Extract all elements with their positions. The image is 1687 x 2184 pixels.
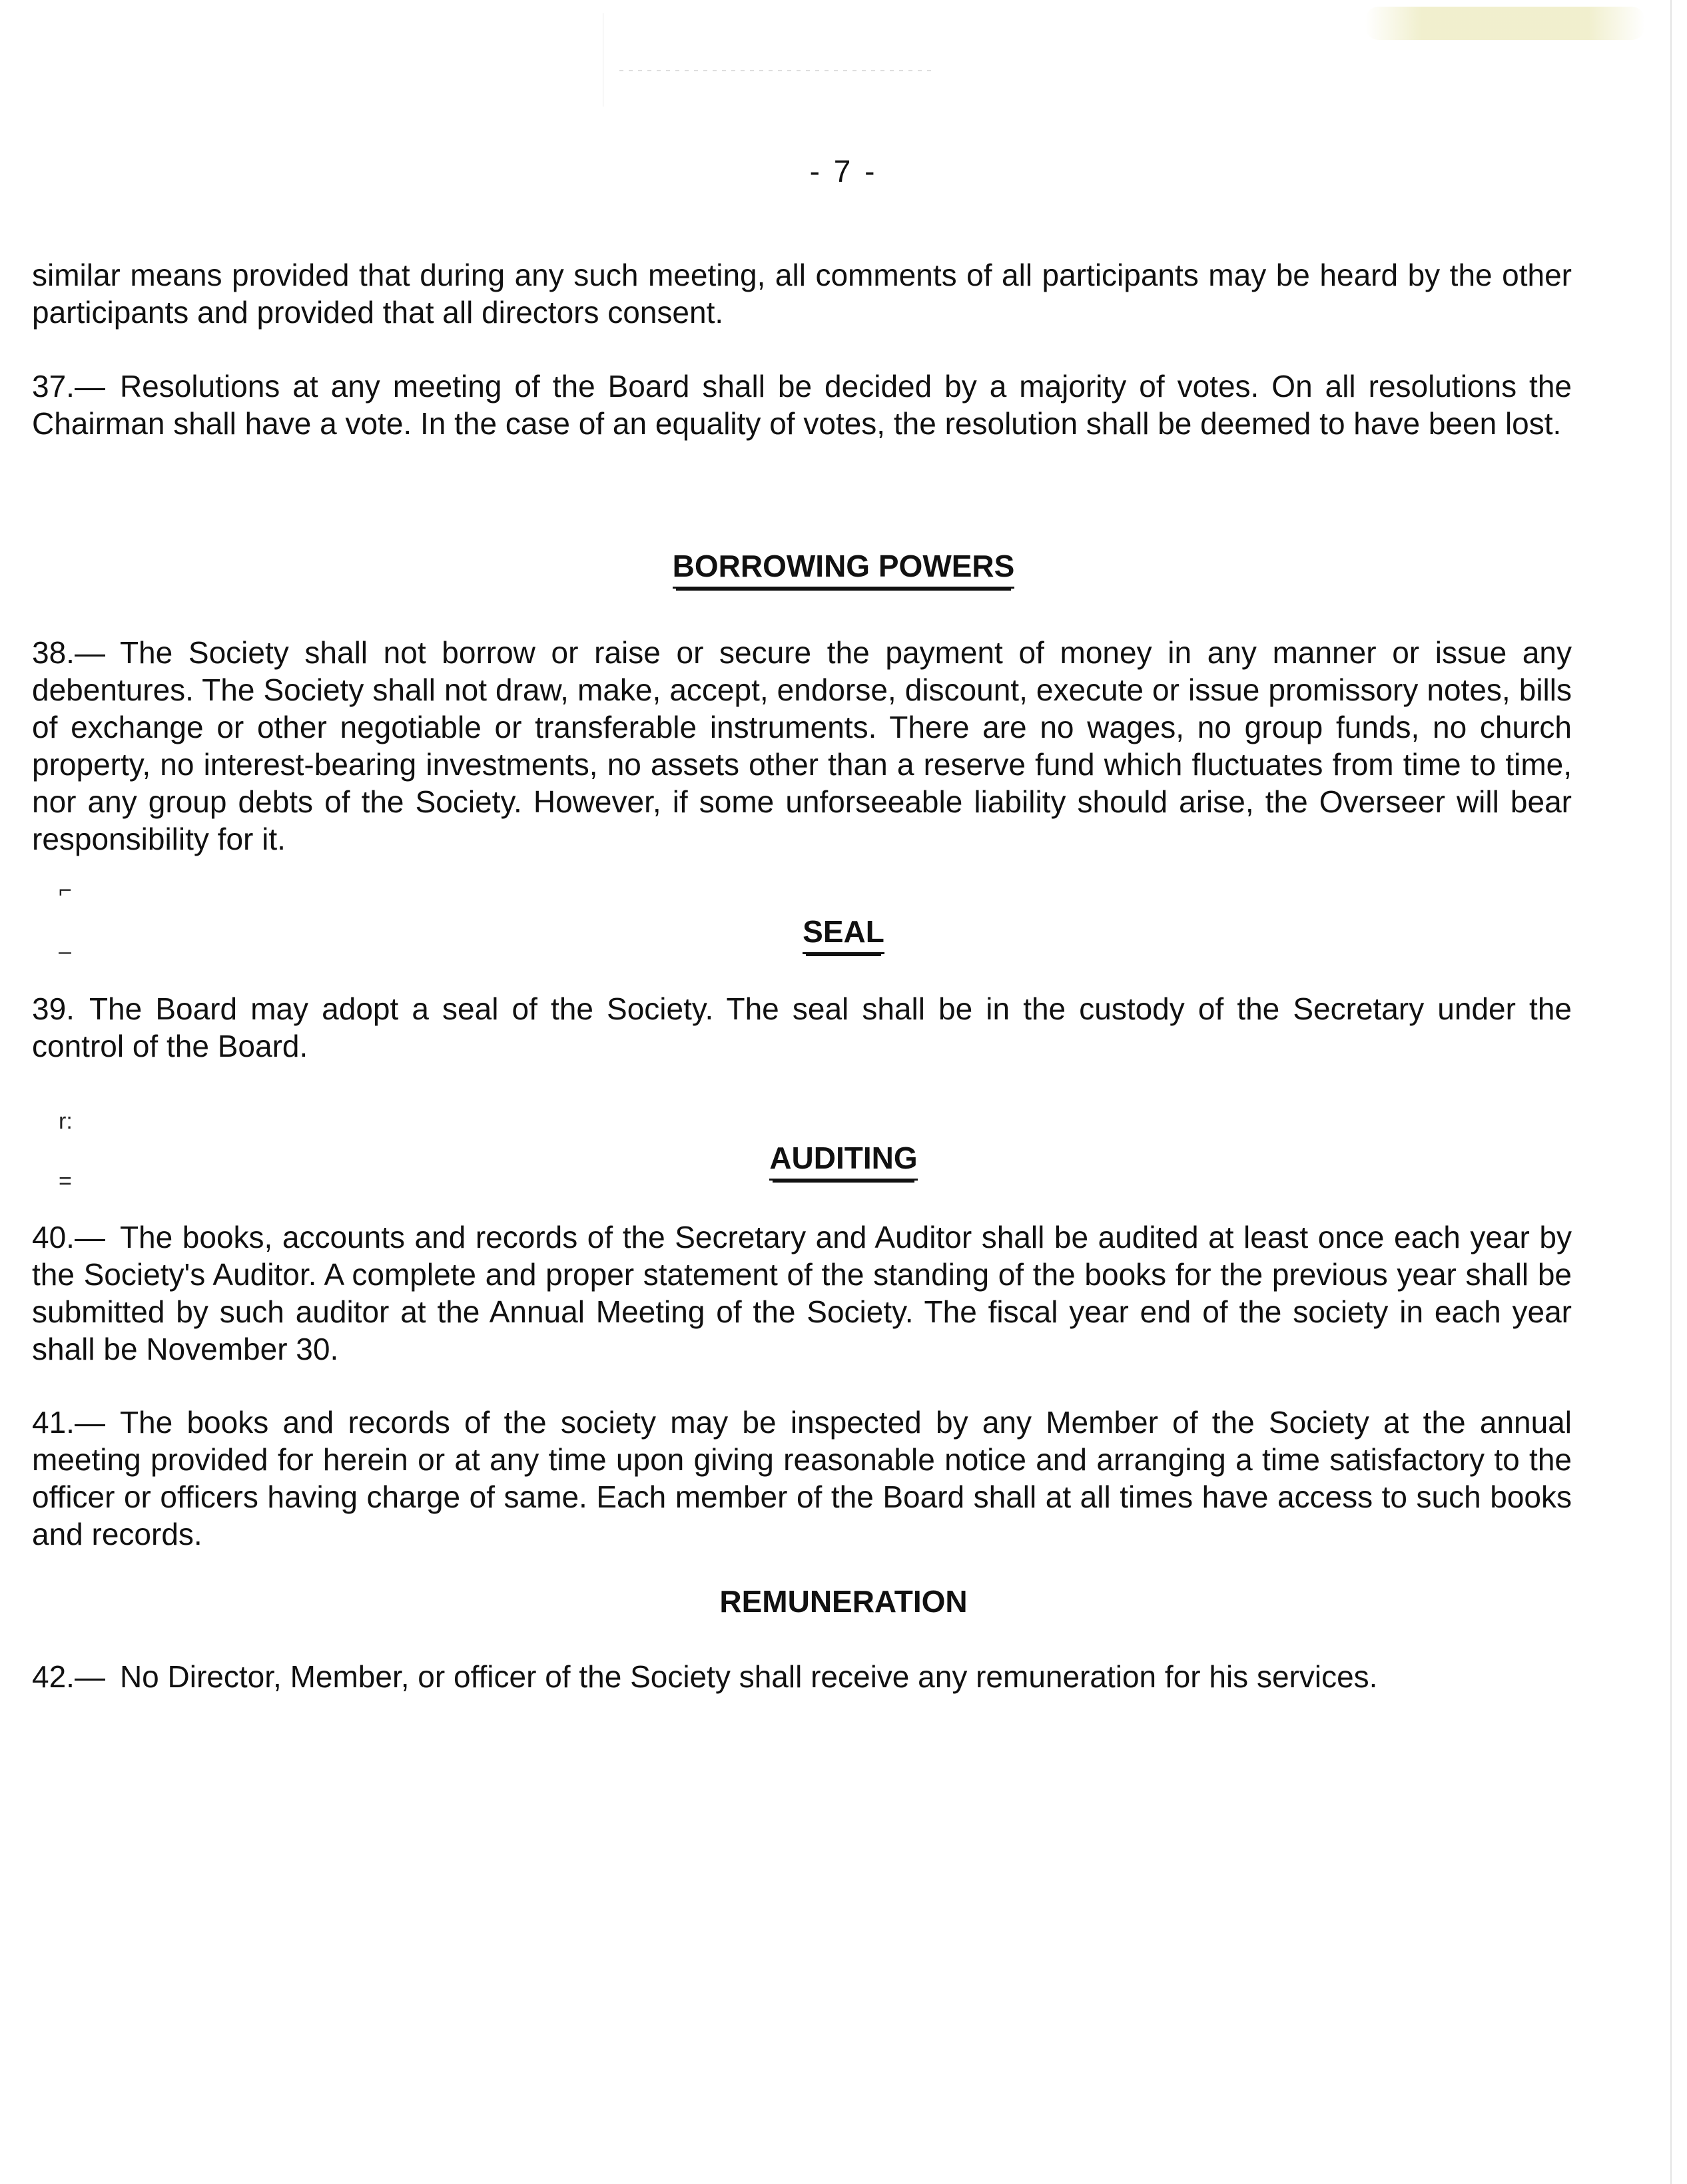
clause-number: 40.— [32, 1220, 105, 1254]
margin-mark: r: [59, 1109, 73, 1134]
clause-text: The Society shall not borrow or raise or secure the payment of money in any manner or issue any debentures. The Society shall not draw, make, accept, endorse, discount, execute or issue promissory notes, bills of exchange or other negotiable or transferable instruments. There are no wages, no group funds, no church property, no interest-bearing investments, no assets other than a reserve fund which fluctuates from time to time, nor any group debts of the Society. However, if some unforseeable liability should arise, the Overseer will bear responsibility for it. [32, 635, 1572, 856]
margin-mark: = [59, 1169, 72, 1194]
clause-41 [32, 1404, 1572, 1553]
heading-auditing [0, 1140, 1687, 1181]
clause-42 [32, 1658, 1572, 1695]
page-edge-line [1670, 0, 1672, 2184]
continuation-text: similar means provided that during any such meeting, all comments of all participants may be heard by the other participants and provided that all directors consent. [32, 258, 1572, 330]
heading-borrowing-powers [0, 548, 1687, 589]
clause-39 [32, 990, 1572, 1065]
heading-remuneration [0, 1583, 1687, 1622]
clause-number: 38.— [32, 635, 105, 670]
clause-text: Resolutions at any meeting of the Board shall be decided by a majority of votes. On all resolutions the Chairman shall have a vote. In the case of an equality of votes, the resolution shall be deemed to have been lost. [32, 369, 1572, 441]
margin-mark: – [59, 939, 71, 964]
heading-text: REMUNERATION [719, 1584, 968, 1619]
heading-text: AUDITING [769, 1140, 917, 1181]
clause-number: 39. [32, 991, 75, 1026]
clause-number: 37.— [32, 369, 105, 404]
clause-text: The books, accounts and records of the Secretary and Auditor shall be audited at least once each year by the Society's Auditor. A complete and proper statement of the standing of the books for the previous year shall be submitted by such auditor at the Annual Meeting of the Society. The fiscal year end of the society in each year shall be November 30. [32, 1220, 1572, 1366]
clause-text: No Director, Member, or officer of the Society shall receive any remuneration for his services. [119, 1659, 1378, 1694]
clause-40 [32, 1219, 1572, 1368]
clause-37 [32, 368, 1572, 442]
continuation-paragraph [32, 256, 1572, 331]
clause-number: 41.— [32, 1405, 105, 1440]
page-number: - 7 - [809, 154, 878, 188]
heading-seal [0, 914, 1687, 954]
paper-stain [1365, 7, 1645, 40]
margin-mark: ⌐ [59, 878, 72, 903]
heading-text: SEAL [803, 914, 884, 954]
scan-artifact-dots [619, 70, 932, 71]
heading-text: BORROWING POWERS [673, 548, 1015, 589]
clause-text: The Board may adopt a seal of the Society. The seal shall be in the custody of the Secretary under the control of the Board. [32, 991, 1572, 1063]
clause-text: The books and records of the society may be inspected by any Member of the Society at the annual meeting provided for herein or at any time upon giving reasonable notice and arranging a time satisfactory to the officer or officers having charge of same. Each member of the Board shall at all times have access to such books and records. [32, 1405, 1572, 1551]
clause-number: 42.— [32, 1659, 105, 1694]
clause-38 [32, 634, 1572, 858]
